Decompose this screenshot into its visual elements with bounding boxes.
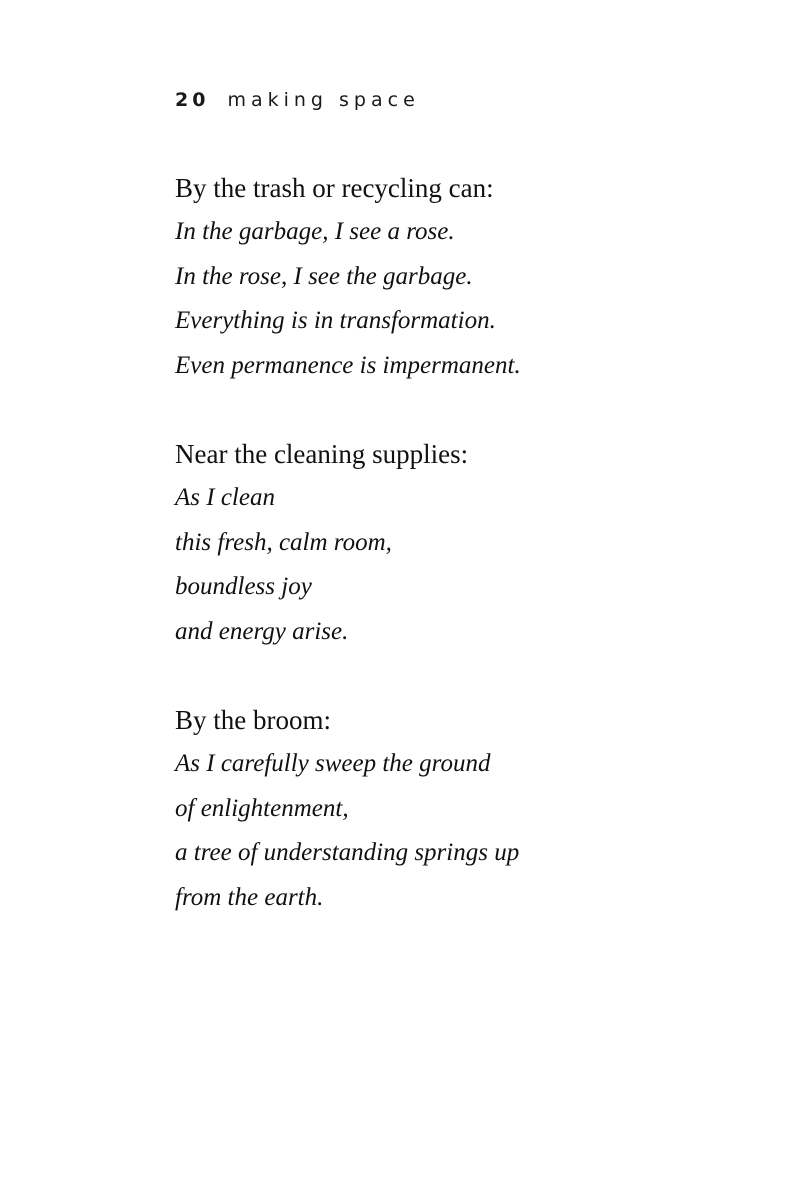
page-number: 20 <box>175 89 210 111</box>
book-title: making space <box>227 89 420 111</box>
gatha-line: from the earth. <box>175 883 324 911</box>
gatha-line: In the garbage, I see a rose. <box>175 218 455 245</box>
gatha-line: of enlightenment, <box>175 794 349 822</box>
gatha-heading: By the trash or recycling can: <box>175 173 494 203</box>
gatha-line: a tree of understanding springs up <box>175 839 520 866</box>
gatha-line: As I carefully sweep the ground <box>175 750 491 777</box>
gatha-list <box>175 166 735 964</box>
gatha-line: In the rose, I see the garbage. <box>175 262 473 290</box>
gatha-broom <box>175 698 735 920</box>
gatha-line: boundless joy <box>175 573 312 600</box>
gatha-line: Even permanence is impermanent. <box>175 351 521 379</box>
gatha-heading: By the broom: <box>175 705 331 735</box>
gatha-cleaning-supplies <box>175 432 735 654</box>
gatha-line: and energy arise. <box>175 617 349 645</box>
gatha-trash-recycling <box>175 166 735 388</box>
gatha-line: As I clean <box>175 484 275 511</box>
running-head <box>175 88 420 112</box>
gatha-line: Everything is in transformation. <box>175 307 496 334</box>
gatha-line: this fresh, calm room, <box>175 528 392 556</box>
gatha-heading: Near the cleaning supplies: <box>175 439 469 469</box>
